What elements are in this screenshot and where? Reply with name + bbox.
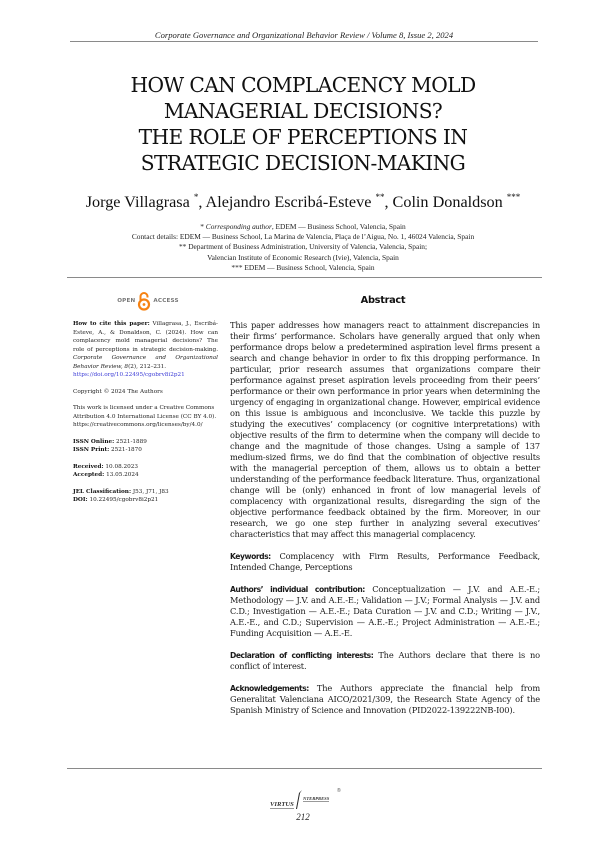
open-access-left-text: OPEN [117, 298, 136, 304]
doi-link[interactable]: https://doi.org/10.22495/cgobrv8i2p21 [73, 372, 185, 378]
acknowledgements-label: Acknowledgements: [230, 684, 309, 693]
affiliation-2: ** Department of Business Administration, University of Valencia, Valencia, Spain; [178, 242, 428, 252]
corresponding-author-label: Corresponding author [205, 222, 272, 231]
affiliations [40, 222, 566, 273]
accepted-label: Accepted: [73, 472, 105, 478]
issn-print-label: ISSN Print: [73, 447, 110, 453]
issn-online-label: ISSN Online: [73, 438, 115, 445]
abstract-body: This paper addresses how managers react to attainment discrepancies in their firms’ performance. Scholars have generally argued that only when performance drops below a predetermined aspiration level firms present a search and change behavior in order to fix this dropping performance. In particular, prior research assumes that organizations compare their performance against preset aspiration levels proceeding from their peers’ performance or their own performance in prior years when determining the urgency of engaging in organizational change. However, empirical evidence on this issue is ambiguous and inconclusive. We tackle this puzzle by studying the executives’ complacency (or cognitive interpretations) with objective results of the firm to determine when the company will decide to change and the magnitude of those changes. Using a sample of 137 medium-sized firms, we do find that the combination of objective results with the managerial perception of them, allows us to obtain a better understanding of the performance feedback literature. Thus, organizational change will be (only) enhanced in front of low managerial levels of complacency with organizational results, disregarding the sign of the objective performance feedback obtained by the firm. Moreover, in our research, we go one step further in analyzing several executives’ characteristics that may affect this managerial complacency. [230, 320, 540, 539]
author-mark: * [193, 192, 199, 202]
author-name: Alejandro Escribá-Esteve [205, 193, 372, 211]
paper-title [40, 72, 566, 176]
license-text: This work is licensed under a Creative Commons Attribution 4.0 International License (CC BY 4.0). [73, 405, 217, 420]
cite-label: How to cite this paper: [73, 321, 150, 327]
registered-mark: ® [337, 788, 341, 794]
conflict-declaration [230, 650, 540, 672]
keywords-text: Complacency with Firm Results, Performance Feedback, Intended Change, Perceptions [230, 551, 540, 572]
title-line: THE ROLE OF PERCEPTIONS IN [138, 125, 468, 149]
copyright: Copyright © 2024 The Authors [73, 388, 163, 395]
citation-text-2: (2), 212–231. [128, 363, 167, 370]
received-label: Received: [73, 463, 104, 470]
publisher-right-text: NTERPRESS [303, 796, 330, 801]
open-lock-icon [137, 291, 151, 311]
contribution-label: Authors’ individual contribution: [230, 585, 365, 594]
author-mark: *** [506, 192, 521, 202]
doi-value: 10.22495/cgobrv8i2p21 [87, 497, 159, 503]
running-head: Corporate Governance and Organizational Behavior Review / Volume 8, Issue 2, 2024 [154, 30, 454, 40]
acknowledgements [230, 683, 540, 716]
citation-block [73, 320, 218, 380]
jel-codes: J53, J71, J83 [131, 488, 169, 495]
footer-rule [67, 768, 542, 769]
header-rule [70, 41, 538, 42]
doi-label: DOI: [73, 497, 88, 503]
issn-print: 2521-1870 [109, 447, 142, 453]
conflict-text: The Authors declare that there is no conflict of interest. [230, 650, 540, 671]
author-name: Colin Donaldson [392, 193, 503, 211]
abstract-section [230, 320, 540, 727]
author-list: Jorge Villagrasa *, Alejandro Escribá-Esteve **, Colin Donaldson *** [85, 192, 521, 211]
keywords-label: Keywords: [230, 552, 271, 561]
affiliation-2b: Valencian Institute of Economic Research (Ivie), Valencia, Spain [207, 252, 399, 262]
acknowledgements-text: The Authors appreciate the financial help from Generalitat Valenciana AICO/2021/309, the Research State Agency of the Spanish Ministry of Science and Innovation (PID2022-139222NB-I00). [230, 683, 540, 715]
affiliation-mark: * [200, 222, 206, 231]
abstract-heading: Abstract [360, 295, 406, 306]
received-date: 10.08.2023 [103, 463, 138, 470]
author-contribution [230, 584, 540, 639]
article-info-sidebar [73, 320, 218, 513]
citation-journal: Corporate Governance and Organizational Behavior Review, 8 [73, 355, 218, 370]
issn-block [73, 438, 218, 455]
dates-block [73, 463, 218, 480]
contact-details: Contact details: EDEM — Business School, La Marina de Valencia, Plaça de l’Aigua, No. 1, 46024 Valencia, Spain [131, 232, 475, 242]
citation-text: Villagrasa, J., Escribá-Esteve, A., & Donaldson, C. (2024). How can complacency mold managerial decisions? The role of perceptions in strategic decision-making. [73, 321, 218, 353]
title-line: MANAGERIAL DECISIONS? [163, 99, 443, 123]
open-access-logo [108, 290, 188, 312]
affiliation-1 [40, 222, 566, 232]
keywords [230, 551, 540, 573]
publisher-left-text: VIRTUS [270, 801, 294, 808]
license-url[interactable]: https://creativecommons.org/licenses/by/4.0/ [73, 422, 203, 428]
affiliation-text: , EDEM — Business School, Valencia, Spain [271, 222, 406, 231]
title-line: HOW CAN COMPLACENCY MOLD [130, 73, 476, 97]
author-mark: ** [375, 192, 385, 202]
issn-online: 2521-1889 [114, 438, 147, 445]
conflict-label: Declaration of conflicting interests: [230, 651, 374, 660]
open-access-right-text: ACCESS [153, 298, 179, 304]
jel-label: JEL Classification: [73, 488, 132, 495]
virtus-interpress-logo [270, 790, 350, 812]
section-rule [67, 277, 542, 278]
license-block [73, 404, 218, 430]
author-name: Jorge Villagrasa [85, 193, 190, 211]
contribution-text: Conceptualization — J.V. and A.E.-E.; Methodology — J.V. and A.E.-E.; Validation — J.V.; Formal Analysis — J.V. and C.D.; Investigation — A.E.-E.; Data Curation — J.V. and C.D.; Writing — J.V., A.E.-E., and C.D.; Supervision — A.E.-E.; Project Administration — A.E.-E.; Funding Acquisition — A.E.-E. [230, 584, 540, 638]
page-number: 212 [296, 812, 310, 822]
accepted-date: 13.05.2024 [104, 472, 139, 478]
affiliation-3: *** EDEM — Business School, Valencia, Spain [231, 262, 375, 272]
title-line: STRATEGIC DECISION-MAKING [140, 151, 466, 175]
classification-block [73, 488, 218, 505]
